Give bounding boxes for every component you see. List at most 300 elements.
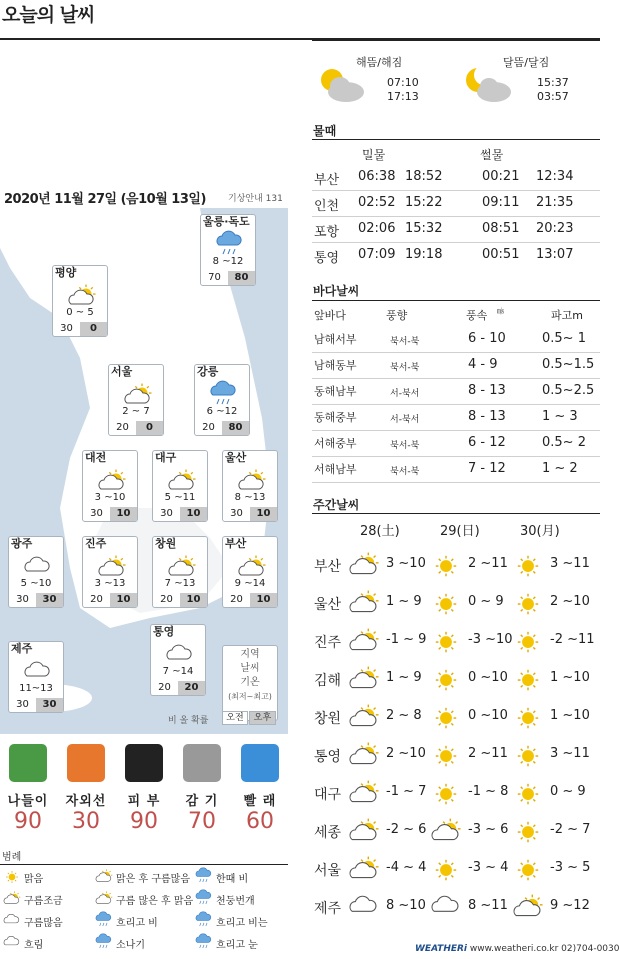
- sunny-icon: [514, 590, 542, 618]
- weekly-city: 김해: [314, 673, 342, 689]
- city-rain-prob: [223, 593, 277, 607]
- city-rain-am: 30: [90, 508, 103, 519]
- partly-cloudy-icon: [350, 742, 378, 770]
- city-rain-prob: [109, 421, 163, 435]
- sun-rise: 07:10: [387, 76, 419, 89]
- sea-wind-dir: 북서-북: [390, 441, 420, 451]
- rain-probability-label: 비 올 확률: [168, 716, 209, 726]
- tide-time: 08:51: [482, 221, 520, 236]
- index-value: 30: [72, 809, 100, 834]
- index-item: [234, 744, 286, 834]
- city-temp: 5 ~11: [164, 492, 196, 503]
- city-rain-am: 20: [230, 594, 243, 605]
- partly-cloudy-icon: [4, 891, 20, 908]
- partly-cloudy-icon: [350, 628, 378, 656]
- legend-label: 맑은 후 구름많음: [116, 873, 190, 885]
- index-value: 90: [130, 809, 158, 834]
- weekly-temp: -3 ~ 6: [468, 822, 509, 837]
- city-temp: 5 ~10: [20, 578, 52, 589]
- sunny-icon: [432, 856, 460, 884]
- sunny-icon: [4, 869, 20, 886]
- city-temp: 9 ~14: [234, 578, 266, 589]
- legend-item: [196, 935, 258, 952]
- sea-title: 바다날씨: [313, 284, 360, 298]
- sea-wave: 0.5~ 2: [542, 435, 586, 450]
- source-note: 기상안내 131: [228, 194, 283, 204]
- sunny-icon: [514, 856, 542, 884]
- city-rain-prob: [83, 507, 137, 521]
- city-card: [222, 450, 278, 522]
- sea-wave: 0.5~ 1: [542, 331, 586, 346]
- tide-port: 통영: [314, 251, 340, 266]
- cloudy-icon: [4, 913, 20, 930]
- sunny-icon: [432, 628, 460, 656]
- sea-row: [312, 457, 600, 481]
- sea-area: 동해남부: [314, 385, 357, 398]
- legend-item: [4, 869, 43, 886]
- city-name: 서울: [111, 365, 133, 378]
- weekly-temp: 9 ~12: [550, 898, 590, 913]
- index-label: 감 기: [185, 794, 219, 809]
- city-rain-am: 30: [16, 699, 29, 710]
- city-rain-pm: 0: [136, 421, 163, 435]
- tide-time: 09:11: [482, 195, 520, 210]
- legend-item: [4, 913, 63, 930]
- city-rain-am: 30: [16, 594, 29, 605]
- sea-wind-speed: 6 - 10: [468, 331, 506, 346]
- legend-label: 흐림: [24, 939, 44, 951]
- city-rain-pm: 10: [110, 507, 137, 521]
- weekly-temp: 2 ~ 8: [386, 708, 422, 723]
- city-card: [152, 536, 208, 608]
- tide-time: 07:09: [358, 247, 396, 262]
- city-rain-pm: 10: [180, 507, 207, 521]
- city-card: [194, 364, 250, 436]
- city-name: 제주: [11, 642, 33, 655]
- city-temp: 0 ~ 5: [66, 307, 94, 318]
- legend-item: [196, 869, 248, 886]
- partly-cloudy-icon: [350, 704, 378, 732]
- city-name: 평양: [55, 266, 77, 279]
- weekly-row: [312, 550, 600, 580]
- city-rain-pm: 0: [80, 322, 107, 336]
- weekly-temp: 0 ~10: [468, 708, 508, 723]
- sea-wave: 1 ~ 3: [542, 409, 578, 424]
- legend-item: [196, 891, 255, 908]
- city-card: [222, 536, 278, 608]
- weekly-temp: 3 ~11: [550, 746, 590, 761]
- city-temp: 7 ~14: [162, 666, 194, 677]
- city-rain-am: 70: [208, 272, 221, 283]
- legend-item: [4, 935, 43, 952]
- sunny-icon: [514, 780, 542, 808]
- city-rain-pm: 30: [36, 593, 63, 607]
- weekly-city: 창원: [314, 711, 342, 727]
- right-top-divider: [312, 40, 600, 41]
- partly-cloudy-icon: [350, 666, 378, 694]
- tide-row: [312, 191, 600, 215]
- city-rain-am: 30: [230, 508, 243, 519]
- sea-wind-speed: 8 - 13: [468, 409, 506, 424]
- index-label: 빨 래: [243, 794, 277, 809]
- legend-item: [96, 869, 190, 886]
- legend-label: 흐리고 눈: [216, 939, 258, 951]
- city-rain-pm: 20: [178, 681, 205, 695]
- weekly-city: 울산: [314, 597, 342, 613]
- weekly-city: 대구: [314, 787, 342, 803]
- weekly-row: [312, 892, 600, 922]
- sea-row: [312, 327, 600, 351]
- legend-item: [96, 891, 193, 908]
- city-rain-pm: 10: [180, 593, 207, 607]
- city-temp: 11~13: [19, 683, 53, 694]
- weekly-row: [312, 740, 600, 770]
- sea-wind-speed: 7 - 12: [468, 461, 506, 476]
- rain-am-label: 오전: [222, 711, 248, 725]
- sea-wave: 1 ~ 2: [542, 461, 578, 476]
- city-rain-am: 30: [160, 508, 173, 519]
- city-name: 창원: [155, 537, 177, 550]
- weekly-city: 통영: [314, 749, 342, 765]
- face-icon: [125, 744, 163, 782]
- rain-cloud-icon: [196, 891, 212, 908]
- tide-port: 포항: [314, 225, 340, 240]
- tide-time: 12:34: [536, 169, 574, 184]
- cloudy-icon: [350, 894, 378, 922]
- weekly-city: 진주: [314, 635, 342, 651]
- sea-row: [312, 431, 600, 455]
- weekly-temp: 1 ~ 9: [386, 594, 422, 609]
- sun-set: 17:13: [387, 90, 419, 103]
- sea-header-dir: 풍향: [386, 309, 408, 322]
- weekly-row: [312, 778, 600, 808]
- city-rain-prob: [223, 507, 277, 521]
- weekly-row: [312, 664, 600, 694]
- sunny-icon: [432, 742, 460, 770]
- weekly-temp: 3 ~10: [386, 556, 426, 571]
- car-icon: [9, 744, 47, 782]
- weekly-temp: -2 ~11: [550, 632, 595, 647]
- weekly-temp: 2 ~11: [468, 556, 508, 571]
- city-name: 대전: [85, 451, 107, 464]
- tide-row: [312, 165, 600, 189]
- legend-weather-label: 날씨: [240, 663, 260, 674]
- tide-time: 02:06: [358, 221, 396, 236]
- index-value: 70: [188, 809, 216, 834]
- partly-cloudy-icon: [96, 891, 112, 908]
- sunny-icon: [514, 666, 542, 694]
- city-rain-prob: [9, 593, 63, 607]
- city-rain-prob: [83, 593, 137, 607]
- city-rain-prob: [151, 681, 205, 695]
- legend-label: 천둥번개: [216, 895, 255, 907]
- cloudy-icon: [432, 894, 460, 922]
- index-value: 60: [246, 809, 274, 834]
- sea-area: 남해서부: [314, 333, 357, 346]
- legend-label: 흐리고 비: [116, 917, 158, 929]
- rain-cloud-icon: [96, 913, 112, 930]
- weekly-row: [312, 626, 600, 656]
- sea-divider: [312, 300, 600, 301]
- sun-label: 해뜸/해짐: [356, 56, 403, 69]
- city-rain-prob: [195, 421, 249, 435]
- city-rain-am: 30: [60, 323, 73, 334]
- sea-wind-dir: 북서-북: [390, 337, 420, 347]
- weekly-row: [312, 854, 600, 884]
- tide-title: 물때: [313, 124, 337, 138]
- weekly-temp: 1 ~10: [550, 670, 590, 685]
- index-item: [60, 744, 112, 834]
- weekly-row: [312, 816, 600, 846]
- tide-time: 15:32: [405, 221, 443, 236]
- sea-row: [312, 405, 600, 429]
- city-temp: 8 ~12: [212, 256, 244, 267]
- city-name: 진주: [85, 537, 107, 550]
- sea-wind-speed: 4 - 9: [468, 357, 498, 372]
- city-rain-am: 20: [160, 594, 173, 605]
- weekly-row: [312, 702, 600, 732]
- uv-shirt-icon: [67, 744, 105, 782]
- index-item: [118, 744, 170, 834]
- city-card: [108, 364, 164, 436]
- moon-rise: 15:37: [537, 76, 569, 89]
- city-temp: 3 ~10: [94, 492, 126, 503]
- weekly-temp: 2 ~10: [550, 594, 590, 609]
- sea-wind-speed: 8 - 13: [468, 383, 506, 398]
- city-name: 대구: [155, 451, 177, 464]
- rain-cloud-icon: [96, 935, 112, 952]
- city-rain-pm: 80: [222, 421, 249, 435]
- cloudy-icon: [4, 935, 20, 952]
- city-card: [150, 624, 206, 696]
- city-rain-pm: 10: [250, 593, 277, 607]
- weekly-day-3: 30(月): [520, 524, 560, 539]
- page-title: 오늘의 날씨: [2, 4, 95, 26]
- legend-item: [96, 935, 145, 952]
- sunny-icon: [514, 552, 542, 580]
- sea-row: [312, 353, 600, 377]
- weekly-temp: -2 ~ 6: [386, 822, 427, 837]
- city-name: 통영: [153, 625, 175, 638]
- sunny-icon: [514, 742, 542, 770]
- weekly-temp: 1 ~ 9: [386, 670, 422, 685]
- weekly-temp: 2 ~11: [468, 746, 508, 761]
- city-rain-prob: [9, 698, 63, 712]
- row-divider: [312, 482, 600, 483]
- city-temp: 3 ~13: [94, 578, 126, 589]
- sunny-icon: [514, 628, 542, 656]
- partly-cloudy-icon: [350, 856, 378, 884]
- partly-cloudy-icon: [350, 780, 378, 808]
- legend-temp-range-label: (최저~최고): [228, 692, 272, 701]
- sunny-icon: [432, 590, 460, 618]
- weekly-city: 서울: [314, 863, 342, 879]
- laundry-icon: [241, 744, 279, 782]
- tide-time: 06:38: [358, 169, 396, 184]
- sea-header-area: 앞바다: [314, 309, 346, 322]
- tide-time: 00:51: [482, 247, 520, 262]
- legend-label: 구름많음: [24, 917, 63, 929]
- weekly-temp: -3 ~10: [468, 632, 513, 647]
- sunny-icon: [514, 818, 542, 846]
- city-rain-pm: 30: [36, 698, 63, 712]
- sea-row: [312, 379, 600, 403]
- sea-wind-dir: 북서-북: [390, 363, 420, 373]
- sea-wind-dir: 북서-북: [390, 467, 420, 477]
- city-rain-am: 20: [158, 682, 171, 693]
- weekly-temp: -1 ~ 8: [468, 784, 509, 799]
- weekly-divider: [312, 513, 600, 514]
- tide-time: 19:18: [405, 247, 443, 262]
- city-name: 강릉: [197, 365, 219, 378]
- city-temp: 6 ~12: [206, 406, 238, 417]
- legend-region-label: 지역: [240, 649, 260, 660]
- city-temp: 7 ~13: [164, 578, 196, 589]
- city-rain-am: 20: [202, 422, 215, 433]
- weekly-temp: -3 ~ 5: [550, 860, 591, 875]
- weekly-temp: 8 ~10: [386, 898, 426, 913]
- sunny-icon: [514, 704, 542, 732]
- legend-label: 맑음: [24, 873, 44, 885]
- sunny-icon: [432, 704, 460, 732]
- legend-label: 구름 많은 후 맑음: [116, 895, 194, 907]
- sea-area: 서해중부: [314, 437, 357, 450]
- tide-port: 부산: [314, 173, 340, 188]
- city-name: 울릉·독도: [203, 215, 250, 228]
- city-name: 부산: [225, 537, 247, 550]
- legend-item: [4, 891, 63, 908]
- weekly-temp: -1 ~ 9: [386, 632, 427, 647]
- partly-cloudy-icon: [350, 590, 378, 618]
- weekly-temp: -1 ~ 7: [386, 784, 427, 799]
- tide-row: [312, 217, 600, 241]
- city-temp: 8 ~13: [234, 492, 266, 503]
- city-temp: 2 ~ 7: [122, 406, 150, 417]
- partly-cloudy-icon: [432, 818, 460, 846]
- sea-wave: 0.5~2.5: [542, 383, 595, 398]
- date-line: 2020년 11월 27일 (음10월 13일): [4, 192, 206, 207]
- index-value: 90: [14, 809, 42, 834]
- weekly-temp: -4 ~ 4: [386, 860, 427, 875]
- city-rain-pm: 10: [250, 507, 277, 521]
- index-label: 피 부: [127, 794, 161, 809]
- tide-time: 00:21: [482, 169, 520, 184]
- weekly-day-1: 28(土): [360, 524, 400, 539]
- tide-time: 02:52: [358, 195, 396, 210]
- weekly-row: [312, 588, 600, 618]
- sunny-icon: [432, 552, 460, 580]
- city-rain-prob: [153, 593, 207, 607]
- city-card: [82, 450, 138, 522]
- tide-divider: [312, 139, 600, 140]
- tide-time: 21:35: [536, 195, 574, 210]
- sea-header-unit: ㎧: [497, 307, 504, 315]
- sun-cloud-icon: [314, 64, 366, 108]
- city-card: [152, 450, 208, 522]
- tide-time: 20:23: [536, 221, 574, 236]
- legend-item: [196, 913, 267, 930]
- sunny-icon: [432, 666, 460, 694]
- city-card: [82, 536, 138, 608]
- rain-cloud-icon: [196, 935, 212, 952]
- index-label: 자외선: [65, 794, 107, 809]
- city-rain-am: 20: [90, 594, 103, 605]
- rain-pm-label: 오후: [249, 711, 276, 725]
- footer-brand: WEATHERi: [415, 944, 468, 954]
- weekly-temp: 0 ~ 9: [550, 784, 586, 799]
- footer: [415, 944, 619, 954]
- weekly-temp: 0 ~10: [468, 670, 508, 685]
- tide-port: 인천: [314, 199, 340, 214]
- tide-time: 13:07: [536, 247, 574, 262]
- tide-col-high: 밀물: [362, 148, 386, 162]
- city-rain-pm: 10: [110, 593, 137, 607]
- weekly-city: 세종: [314, 825, 342, 841]
- sea-area: 동해중부: [314, 411, 357, 424]
- rain-cloud-icon: [196, 869, 212, 886]
- index-item: [2, 744, 54, 834]
- sea-wind-dir: 서-북서: [390, 415, 420, 425]
- map-legend: [222, 645, 278, 721]
- weekly-temp: 1 ~10: [550, 708, 590, 723]
- tide-time: 15:22: [405, 195, 443, 210]
- sea-area: 남해동부: [314, 359, 357, 372]
- weekly-temp: 2 ~10: [386, 746, 426, 761]
- legend-label: 한때 비: [216, 873, 249, 885]
- mask-icon: [183, 744, 221, 782]
- city-rain-pm: 80: [228, 271, 255, 285]
- city-card: [52, 265, 108, 337]
- sea-wave: 0.5~1.5: [542, 357, 595, 372]
- weekly-temp: 0 ~ 9: [468, 594, 504, 609]
- footer-text: www.weatheri.co.kr 02)704-0030: [469, 944, 619, 954]
- moon-set: 03:57: [537, 90, 569, 103]
- legend-label: 흐리고 비는: [216, 917, 268, 929]
- weekly-temp: 8 ~11: [468, 898, 508, 913]
- sea-wind-speed: 6 - 12: [468, 435, 506, 450]
- weekly-temp: 3 ~11: [550, 556, 590, 571]
- weekly-title: 주간날씨: [313, 498, 360, 512]
- rain-cloud-icon: [196, 913, 212, 930]
- sea-header-speed: 풍속: [466, 309, 488, 322]
- partly-cloudy-icon: [514, 894, 542, 922]
- partly-cloudy-icon: [350, 552, 378, 580]
- city-card: [8, 536, 64, 608]
- legend-divider: [0, 864, 288, 865]
- sea-wind-dir: 서-북서: [390, 389, 420, 399]
- index-label: 나들이: [7, 794, 49, 809]
- city-name: 광주: [11, 537, 33, 550]
- legend-title: 범례: [2, 852, 22, 863]
- city-rain-prob: [53, 322, 107, 336]
- tide-row: [312, 243, 600, 267]
- sea-header-wave: 파고m: [551, 309, 583, 322]
- tide-time: 18:52: [405, 169, 443, 184]
- partly-cloudy-icon: [350, 818, 378, 846]
- weekly-city: 부산: [314, 559, 342, 575]
- weekly-temp: -3 ~ 4: [468, 860, 509, 875]
- city-rain-prob: [153, 507, 207, 521]
- partly-cloudy-icon: [96, 869, 112, 886]
- sea-area: 서해남부: [314, 463, 357, 476]
- weekly-city: 제주: [314, 901, 342, 917]
- moon-label: 달뜸/달짐: [503, 56, 550, 69]
- city-rain-am: 20: [116, 422, 129, 433]
- legend-temp-label: 기온: [240, 677, 260, 688]
- legend-item: [96, 913, 158, 930]
- city-name: 울산: [225, 451, 247, 464]
- weekly-temp: -2 ~ 7: [550, 822, 591, 837]
